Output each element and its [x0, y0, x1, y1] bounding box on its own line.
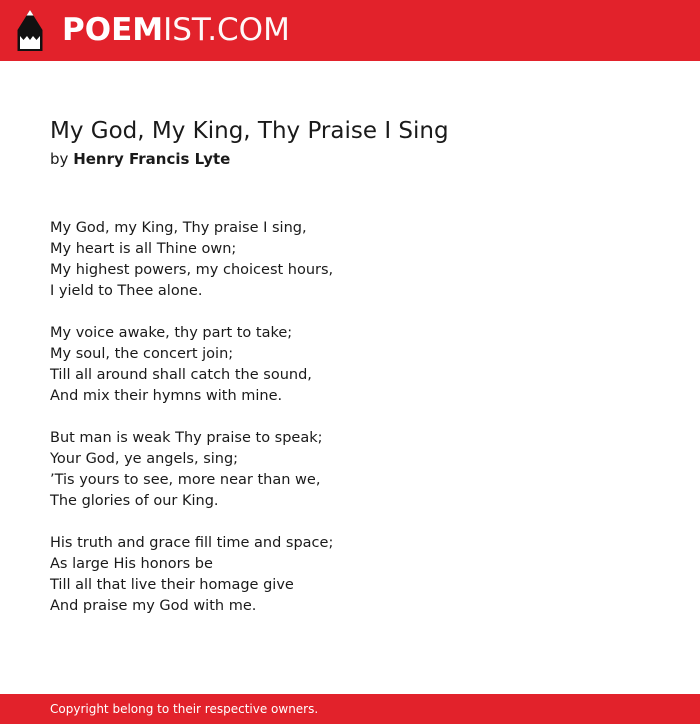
poem-line: But man is weak Thy praise to speak; — [50, 430, 323, 446]
poem-line: My soul, the concert join; — [50, 346, 234, 362]
site-header — [0, 0, 700, 61]
stanza — [50, 533, 650, 617]
logo-text-light: IST.COM — [163, 12, 290, 48]
poem-line: The glories of our King. — [50, 493, 219, 509]
logo-text-bold: POEM — [62, 12, 164, 48]
poem-line: My God, my King, Thy praise I sing, — [50, 220, 307, 236]
poem-line: My voice awake, thy part to take; — [50, 325, 293, 341]
poem-line: I yield to Thee alone. — [50, 283, 203, 299]
poem-body — [50, 218, 650, 638]
poem-title: My God, My King, Thy Praise I Sing — [50, 118, 449, 144]
poem-line: And mix their hymns with mine. — [50, 388, 283, 404]
poem-line: My highest powers, my choicest hours, — [50, 262, 334, 278]
site-footer — [0, 694, 700, 724]
poem-line: And praise my God with me. — [50, 598, 257, 614]
author-name[interactable]: Henry Francis Lyte — [73, 150, 231, 168]
poem-line: His truth and grace fill time and space; — [50, 535, 334, 551]
stanza — [50, 218, 650, 302]
byline — [50, 148, 230, 170]
poem-line: Till all that live their homage give — [50, 577, 294, 593]
site-logo[interactable] — [62, 12, 290, 48]
poem-line: ’Tis yours to see, more near than we, — [50, 472, 321, 488]
poem-line: My heart is all Thine own; — [50, 241, 237, 257]
poem-line: Your God, ye angels, sing; — [50, 451, 239, 467]
pencil-icon[interactable] — [17, 10, 43, 51]
stanza — [50, 428, 650, 512]
by-label: by — [50, 150, 69, 168]
poem-line: Till all around shall catch the sound, — [50, 367, 312, 383]
stanza — [50, 323, 650, 407]
poem-line: As large His honors be — [50, 556, 213, 572]
copyright-text: Copyright belong to their respective owners. — [50, 702, 319, 716]
